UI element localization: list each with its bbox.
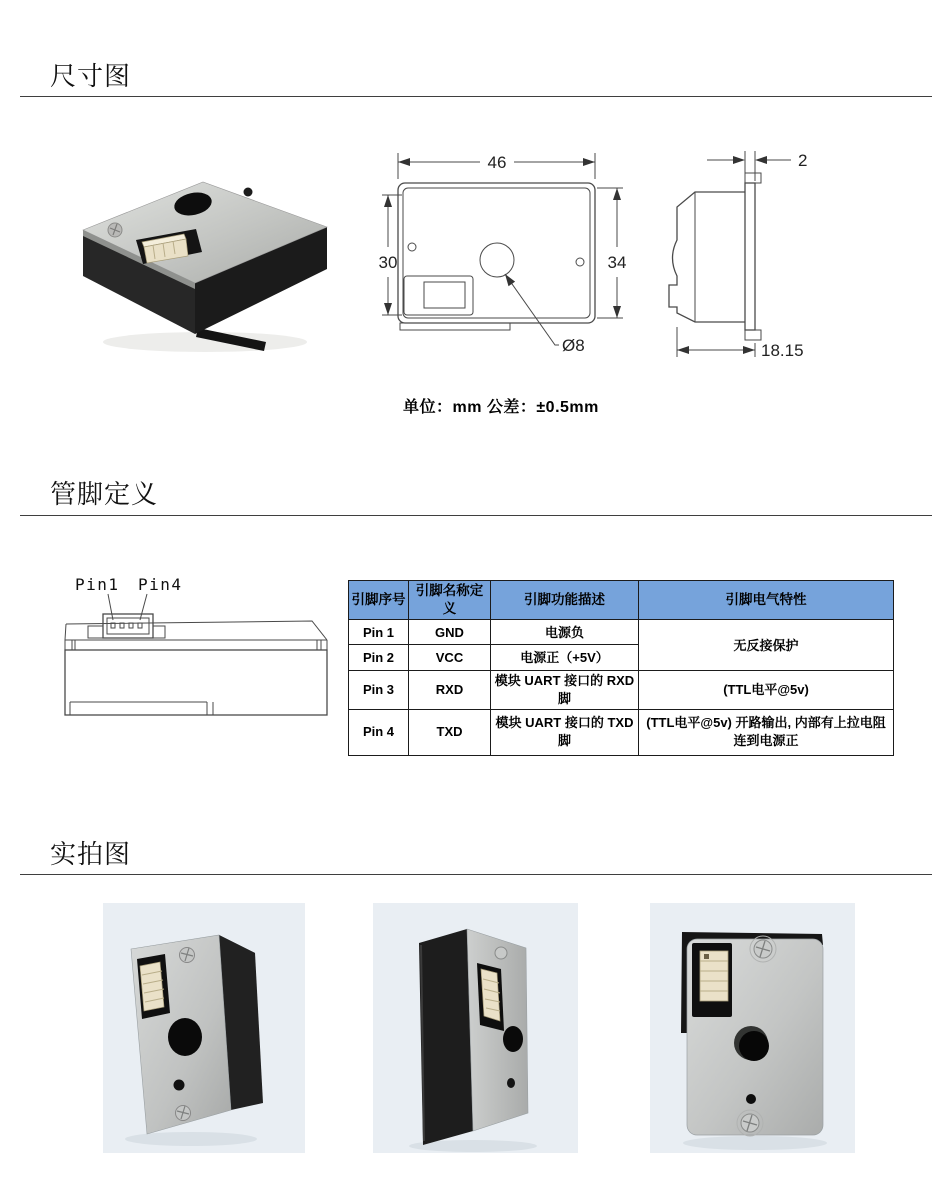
pin-no: Pin 4	[349, 709, 409, 755]
pin-desc: 模块 UART 接口的 RXD 脚	[491, 671, 639, 709]
product-photo-front-left	[103, 903, 305, 1153]
pin-name: RXD	[409, 671, 491, 709]
table-row	[349, 620, 894, 645]
pin-desc: 模块 UART 接口的 TXD 脚	[491, 709, 639, 755]
table-row	[349, 709, 894, 755]
pin-definition-table	[348, 580, 894, 756]
connector	[140, 962, 164, 1011]
pin-section-title: 管脚定义	[50, 479, 159, 509]
pin-name: GND	[409, 620, 491, 645]
sensor-hole	[503, 1026, 523, 1052]
pin-name: VCC	[409, 645, 491, 671]
pin-electrical: (TTL电平@5v)	[639, 671, 894, 709]
sensor-hole	[168, 1018, 202, 1056]
pin-desc: 电源负	[491, 620, 639, 645]
side-view-drawing	[655, 135, 895, 370]
connector	[481, 969, 500, 1021]
section-divider	[20, 96, 932, 97]
dim-body-height-label: 30	[378, 253, 398, 272]
col-header-pin-name: 引脚名称定义	[409, 581, 491, 620]
dim-depth-label: 18.15	[761, 341, 804, 360]
product-photo-perspective	[70, 150, 350, 360]
pin-diagram	[50, 560, 342, 740]
pin-no: Pin 2	[349, 645, 409, 671]
table-row	[349, 671, 894, 709]
dimension-section-title: 尺寸图	[50, 61, 132, 91]
product-photo-back-side	[373, 903, 578, 1153]
table-header-row	[349, 581, 894, 620]
product-photo-front	[650, 903, 855, 1153]
col-header-pin-no: 引脚序号	[349, 581, 409, 620]
units-tolerance-note: 单位：mm 公差：±0.5mm	[403, 399, 599, 416]
section-divider	[20, 874, 932, 875]
pin-name: TXD	[409, 709, 491, 755]
pin-no: Pin 3	[349, 671, 409, 709]
pin-no: Pin 1	[349, 620, 409, 645]
pin1-label: Pin1	[75, 575, 120, 594]
col-header-pin-function: 引脚功能描述	[491, 581, 639, 620]
dim-flange-height-label: 34	[607, 253, 627, 272]
pin-electrical: 无反接保护	[639, 620, 894, 671]
pin-electrical: (TTL电平@5v) 开路输出, 内部有上拉电阻连到电源正	[639, 709, 894, 755]
dim-flange-thickness-label: 2	[798, 151, 808, 170]
col-header-pin-electrical: 引脚电气特性	[639, 581, 894, 620]
pin-desc: 电源正（+5V）	[491, 645, 639, 671]
pin4-label: Pin4	[138, 575, 183, 594]
dim-width-label: 46	[487, 153, 507, 172]
screw	[495, 947, 507, 959]
front-view-drawing	[358, 135, 650, 370]
dim-hole-diameter-label: Ø8	[562, 336, 585, 355]
section-divider	[20, 515, 932, 516]
photo-section-title: 实拍图	[50, 839, 132, 869]
